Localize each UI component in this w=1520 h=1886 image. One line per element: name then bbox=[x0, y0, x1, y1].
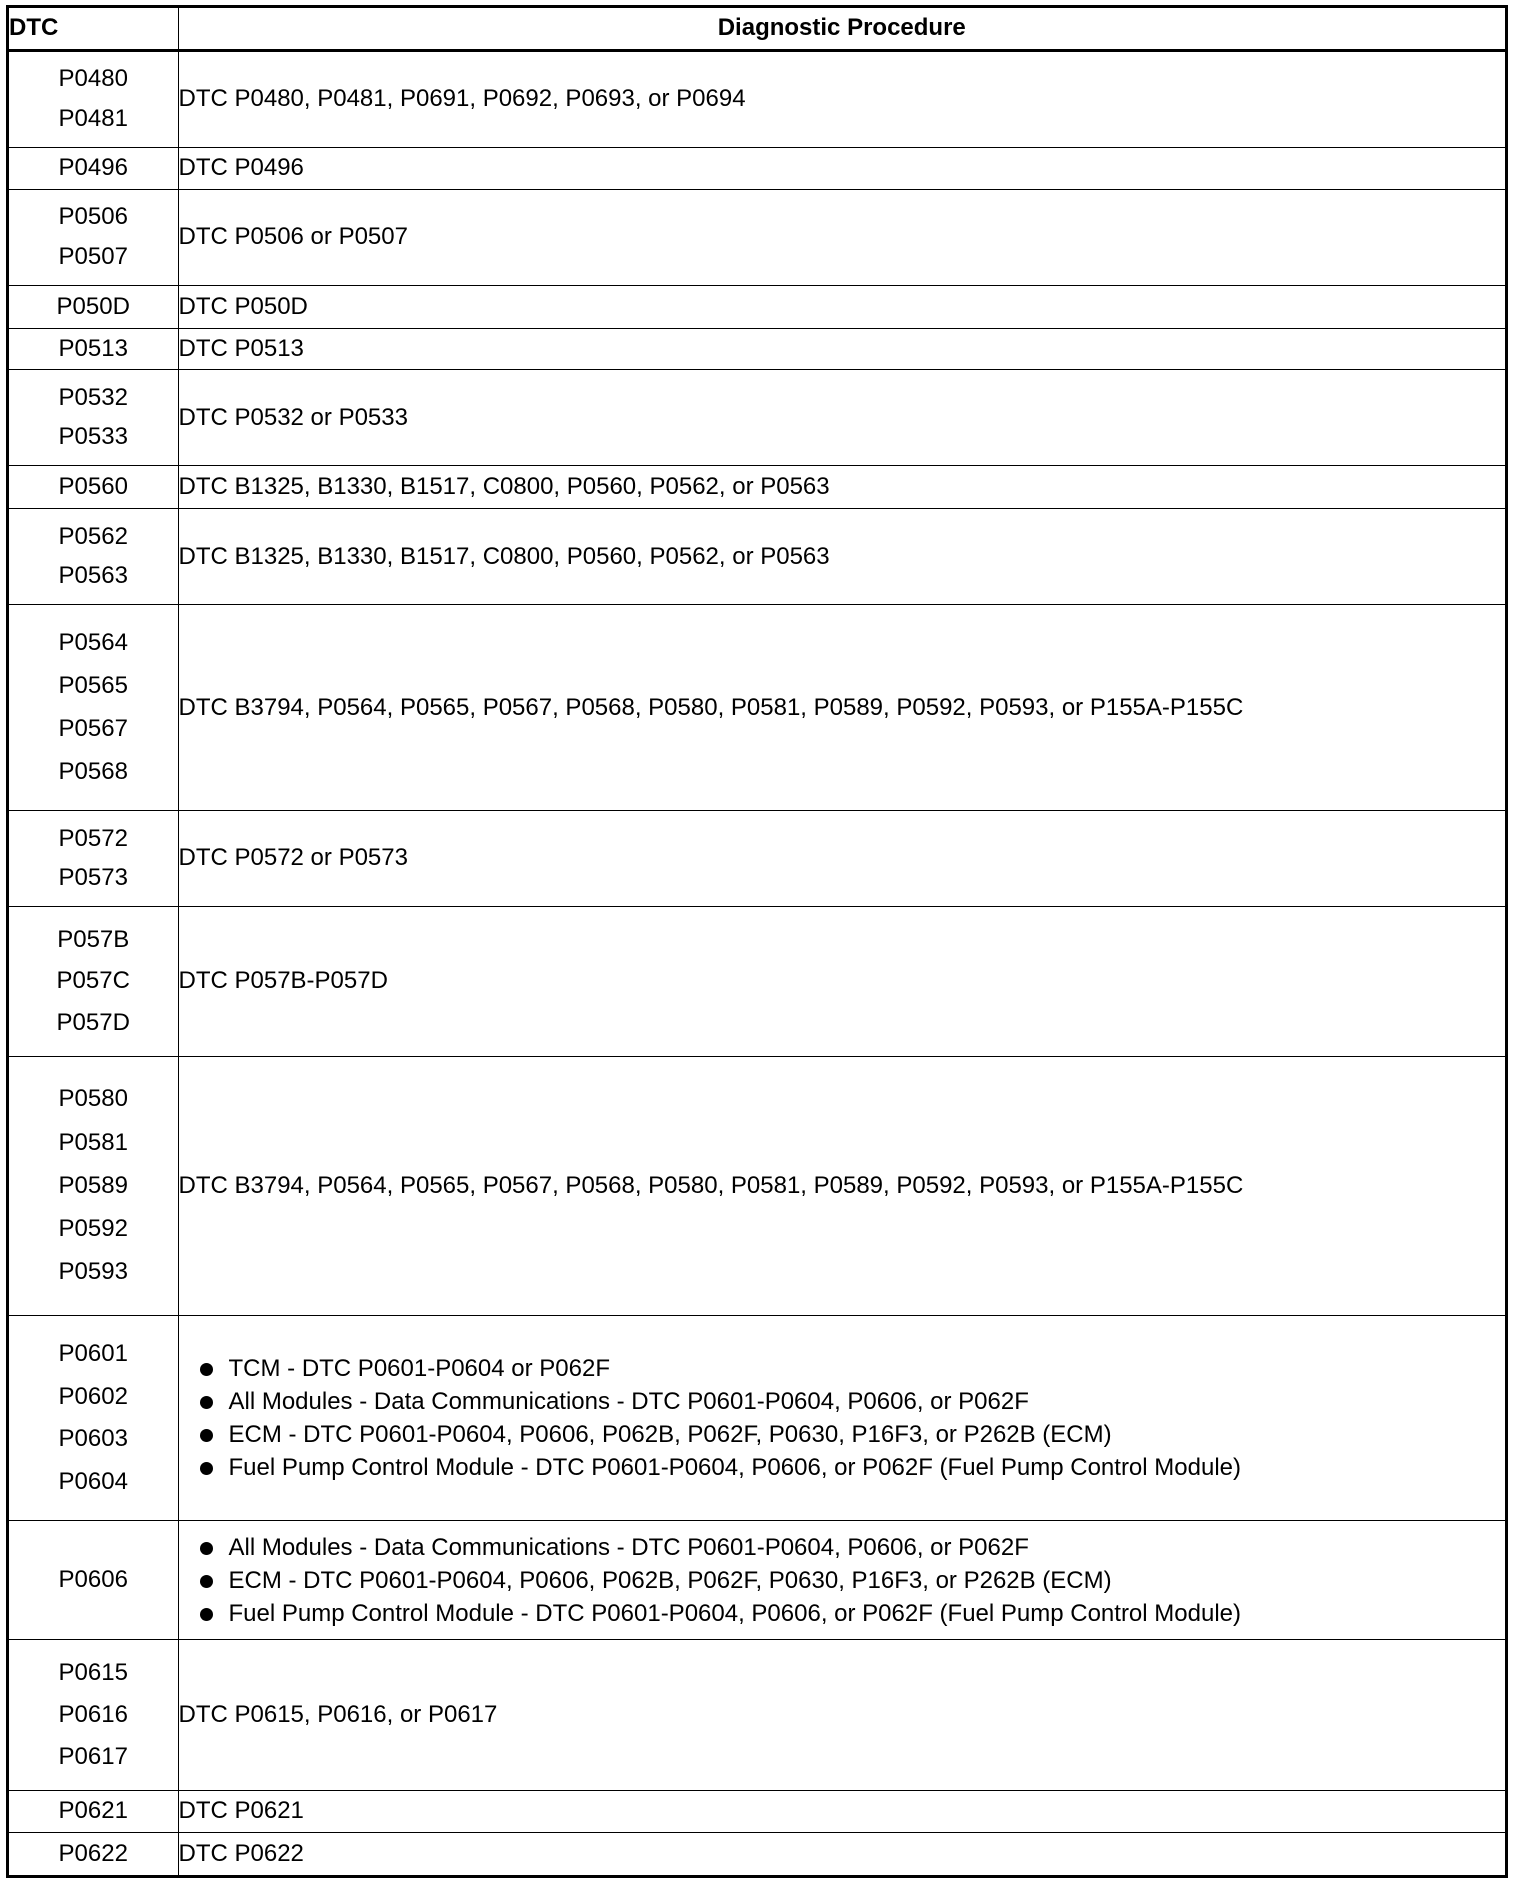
dtc-code: P0533 bbox=[58, 423, 128, 451]
dtc-code: P0506 bbox=[58, 203, 128, 231]
dtc-table-sheet bbox=[6, 5, 1508, 1878]
dtc-code: P0601 bbox=[58, 1339, 128, 1367]
dtc-codes-cell bbox=[9, 907, 178, 1057]
procedure-link-text[interactable]: DTC B3794, P0564, P0565, P0567, P0568, P0580, P0581, P0589, P0592, P0593, or P155A-P155C bbox=[178, 1171, 1244, 1199]
procedure-cell bbox=[178, 1791, 1505, 1833]
procedure-bullet-item bbox=[179, 1352, 1506, 1385]
header-row bbox=[9, 8, 1505, 50]
procedure-cell bbox=[178, 285, 1505, 328]
dtc-code: P0572 bbox=[58, 824, 128, 852]
procedure-cell bbox=[178, 907, 1505, 1057]
dtc-code: P0573 bbox=[58, 864, 128, 892]
dtc-code: P0621 bbox=[58, 1797, 128, 1825]
dtc-code: P0580 bbox=[58, 1085, 128, 1113]
dtc-code: P0496 bbox=[58, 154, 128, 182]
procedure-link-text[interactable]: TCM - DTC P0601-P0604 or P062F bbox=[228, 1355, 610, 1383]
dtc-code: P050D bbox=[56, 292, 130, 320]
dtc-code: P0507 bbox=[58, 242, 128, 270]
bullet-dot-icon bbox=[200, 1462, 213, 1475]
dtc-codes-cell bbox=[9, 50, 178, 147]
table-row bbox=[9, 1832, 1505, 1875]
dtc-code: P0622 bbox=[58, 1839, 128, 1867]
table-row bbox=[9, 1521, 1505, 1640]
procedure-link-text[interactable]: Fuel Pump Control Module - DTC P0601-P0604, P0606, or P062F (Fuel Pump Control Module) bbox=[228, 1599, 1241, 1627]
dtc-code: P0589 bbox=[58, 1171, 128, 1199]
procedure-cell bbox=[178, 1056, 1505, 1315]
procedure-cell bbox=[178, 605, 1505, 811]
dtc-codes-cell bbox=[9, 147, 178, 189]
dtc-code: P0604 bbox=[58, 1468, 128, 1496]
bullet-dot-icon bbox=[200, 1542, 213, 1555]
table-row bbox=[9, 1056, 1505, 1315]
dtc-codes-cell bbox=[9, 285, 178, 328]
procedure-bullet-item bbox=[179, 1385, 1506, 1418]
procedure-link-text[interactable]: ECM - DTC P0601-P0604, P0606, P062B, P062F, P0630, P16F3, or P262B (ECM) bbox=[228, 1566, 1112, 1594]
bullet-dot-icon bbox=[200, 1575, 213, 1588]
dtc-code: P0592 bbox=[58, 1214, 128, 1242]
dtc-code: P0564 bbox=[58, 629, 128, 657]
dtc-table bbox=[9, 8, 1505, 1875]
dtc-codes-cell bbox=[9, 1521, 178, 1640]
procedure-bullet-item bbox=[179, 1597, 1506, 1630]
dtc-codes-cell bbox=[9, 1315, 178, 1521]
table-row bbox=[9, 1791, 1505, 1833]
procedure-link-text[interactable]: DTC B1325, B1330, B1517, C0800, P0560, P0562, or P0563 bbox=[178, 473, 830, 501]
dtc-code: P0480 bbox=[58, 65, 128, 93]
dtc-codes-cell bbox=[9, 1056, 178, 1315]
table-row bbox=[9, 1315, 1505, 1521]
dtc-code: P0563 bbox=[58, 562, 128, 590]
dtc-code: P057C bbox=[56, 967, 130, 995]
dtc-codes-cell bbox=[9, 328, 178, 370]
procedure-link-text[interactable]: ECM - DTC P0601-P0604, P0606, P062B, P062F, P0630, P16F3, or P262B (ECM) bbox=[228, 1421, 1112, 1449]
procedure-link-text[interactable]: DTC P0480, P0481, P0691, P0692, P0693, or P0694 bbox=[178, 85, 746, 113]
procedure-link-text[interactable]: All Modules - Data Communications - DTC P0601-P0604, P0606, or P062F bbox=[228, 1388, 1029, 1416]
procedure-link-text[interactable]: DTC P0615, P0616, or P0617 bbox=[178, 1701, 498, 1729]
procedure-cell bbox=[178, 50, 1505, 147]
dtc-codes-cell bbox=[9, 1640, 178, 1791]
dtc-code: P0562 bbox=[58, 522, 128, 550]
dtc-codes-cell bbox=[9, 370, 178, 466]
table-row bbox=[9, 810, 1505, 906]
table-row bbox=[9, 1640, 1505, 1791]
procedure-link-text[interactable]: All Modules - Data Communications - DTC P0601-P0604, P0606, or P062F bbox=[228, 1533, 1029, 1561]
procedure-link-text[interactable]: DTC P0532 or P0533 bbox=[178, 403, 408, 431]
dtc-code: P0560 bbox=[58, 473, 128, 501]
dtc-code: P0481 bbox=[58, 105, 128, 133]
dtc-code: P0513 bbox=[58, 334, 128, 362]
procedure-cell bbox=[178, 147, 1505, 189]
table-row bbox=[9, 605, 1505, 811]
bullet-dot-icon bbox=[200, 1429, 213, 1442]
table-row bbox=[9, 370, 1505, 466]
table-row bbox=[9, 285, 1505, 328]
procedure-link-text[interactable]: DTC P0513 bbox=[178, 334, 304, 362]
dtc-code: P0616 bbox=[58, 1701, 128, 1729]
dtc-codes-cell bbox=[9, 466, 178, 509]
table-row bbox=[9, 907, 1505, 1057]
header-procedure: Diagnostic Procedure bbox=[178, 8, 1505, 50]
table-row bbox=[9, 509, 1505, 605]
dtc-code: P057B bbox=[57, 926, 130, 954]
procedure-cell bbox=[178, 189, 1505, 285]
bullet-dot-icon bbox=[200, 1396, 213, 1409]
dtc-codes-cell bbox=[9, 1791, 178, 1833]
table-row bbox=[9, 328, 1505, 370]
procedure-cell bbox=[178, 1832, 1505, 1875]
table-body bbox=[9, 50, 1505, 1875]
procedure-cell bbox=[178, 370, 1505, 466]
dtc-code: P0567 bbox=[58, 714, 128, 742]
table-row bbox=[9, 189, 1505, 285]
dtc-code: P0603 bbox=[58, 1425, 128, 1453]
dtc-code: P0602 bbox=[58, 1382, 128, 1410]
dtc-code: P0606 bbox=[58, 1566, 128, 1594]
dtc-code: P0581 bbox=[58, 1128, 128, 1156]
dtc-code: P057D bbox=[56, 1008, 130, 1036]
procedure-link-text[interactable]: DTC B1325, B1330, B1517, C0800, P0560, P0562, or P0563 bbox=[178, 542, 830, 570]
procedure-cell bbox=[178, 1521, 1505, 1640]
procedure-cell bbox=[178, 466, 1505, 509]
dtc-codes-cell bbox=[9, 1832, 178, 1875]
dtc-codes-cell bbox=[9, 810, 178, 906]
dtc-code: P0615 bbox=[58, 1659, 128, 1687]
procedure-bullet-item bbox=[179, 1531, 1506, 1564]
dtc-codes-cell bbox=[9, 605, 178, 811]
procedure-bullet-item bbox=[179, 1564, 1506, 1597]
procedure-cell bbox=[178, 509, 1505, 605]
dtc-code: P0617 bbox=[58, 1742, 128, 1770]
procedure-cell bbox=[178, 810, 1505, 906]
procedure-link-text[interactable]: DTC P0496 bbox=[178, 154, 304, 182]
procedure-bullet-list bbox=[179, 1352, 1506, 1484]
bullet-dot-icon bbox=[200, 1608, 213, 1621]
procedure-link-text[interactable]: DTC B3794, P0564, P0565, P0567, P0568, P0580, P0581, P0589, P0592, P0593, or P155A-P155C bbox=[178, 693, 1244, 721]
procedure-link-text[interactable]: Fuel Pump Control Module - DTC P0601-P0604, P0606, or P062F (Fuel Pump Control Module) bbox=[228, 1454, 1241, 1482]
procedure-cell bbox=[178, 328, 1505, 370]
dtc-codes-cell bbox=[9, 189, 178, 285]
procedure-link-text[interactable]: DTC P050D bbox=[178, 292, 308, 320]
procedure-link-text[interactable]: DTC P0572 or P0573 bbox=[178, 844, 408, 872]
procedure-link-text[interactable]: DTC P057B-P057D bbox=[178, 967, 388, 995]
procedure-bullet-item bbox=[179, 1451, 1506, 1484]
procedure-link-text[interactable]: DTC P0506 or P0507 bbox=[178, 223, 408, 251]
procedure-link-text[interactable]: DTC P0621 bbox=[178, 1797, 304, 1825]
procedure-link-text[interactable]: DTC P0622 bbox=[178, 1839, 304, 1867]
procedure-cell bbox=[178, 1315, 1505, 1521]
dtc-code: P0532 bbox=[58, 383, 128, 411]
dtc-code: P0593 bbox=[58, 1258, 128, 1286]
table-row bbox=[9, 466, 1505, 509]
procedure-cell bbox=[178, 1640, 1505, 1791]
dtc-codes-cell bbox=[9, 509, 178, 605]
table-row bbox=[9, 147, 1505, 189]
table-row bbox=[9, 50, 1505, 147]
header-dtc: DTC bbox=[9, 8, 178, 50]
bullet-dot-icon bbox=[200, 1363, 213, 1376]
dtc-code: P0568 bbox=[58, 757, 128, 785]
dtc-code: P0565 bbox=[58, 672, 128, 700]
procedure-bullet-list bbox=[179, 1531, 1506, 1630]
procedure-bullet-item bbox=[179, 1418, 1506, 1451]
